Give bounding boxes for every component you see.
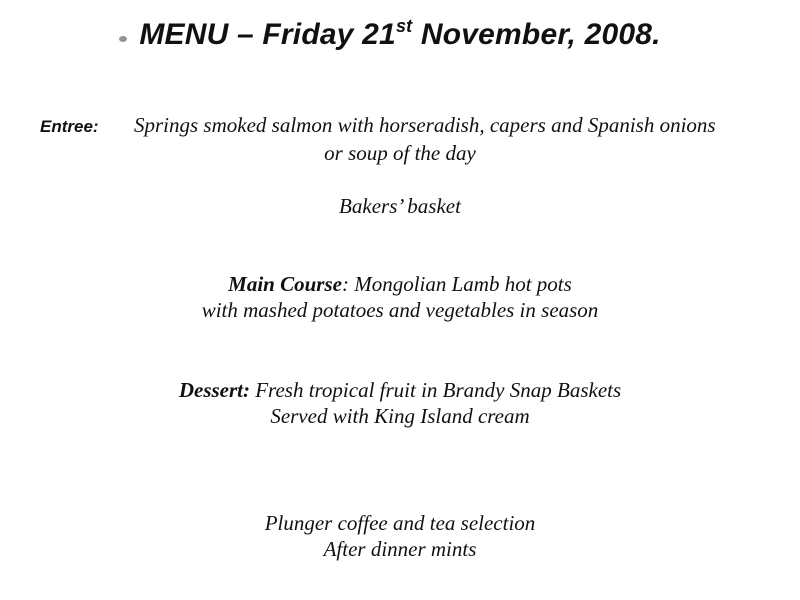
main-course-label: Main Course xyxy=(228,272,342,296)
dessert-line-2: Served with King Island cream xyxy=(270,404,530,428)
entree-line-1: Springs smoked salmon with horseradish, capers and Spanish onions xyxy=(134,113,716,137)
menu-title-main: MENU – Friday 21 xyxy=(139,18,396,51)
menu-title xyxy=(0,18,800,52)
main-course-line-1-text: : Mongolian Lamb hot pots xyxy=(341,272,572,296)
menu-title-ordinal: st xyxy=(395,16,413,36)
main-course-line-1 xyxy=(0,272,800,297)
dessert-line-1-text: Fresh tropical fruit in Brandy Snap Baskets xyxy=(249,378,622,402)
entree-line-2: or soup of the day xyxy=(324,141,476,165)
mints-line: After dinner mints xyxy=(323,537,477,561)
bakers-basket: Bakers’ basket xyxy=(339,194,461,218)
main-course-line-2: with mashed potatoes and vegetables in season xyxy=(201,298,599,322)
dessert-line-1 xyxy=(0,378,800,403)
entree-label: Entree: xyxy=(40,117,99,136)
coffee-tea-line: Plunger coffee and tea selection xyxy=(264,511,536,535)
dessert-label: Dessert: xyxy=(178,378,250,402)
menu-title-tail: November, 2008. xyxy=(412,18,661,51)
